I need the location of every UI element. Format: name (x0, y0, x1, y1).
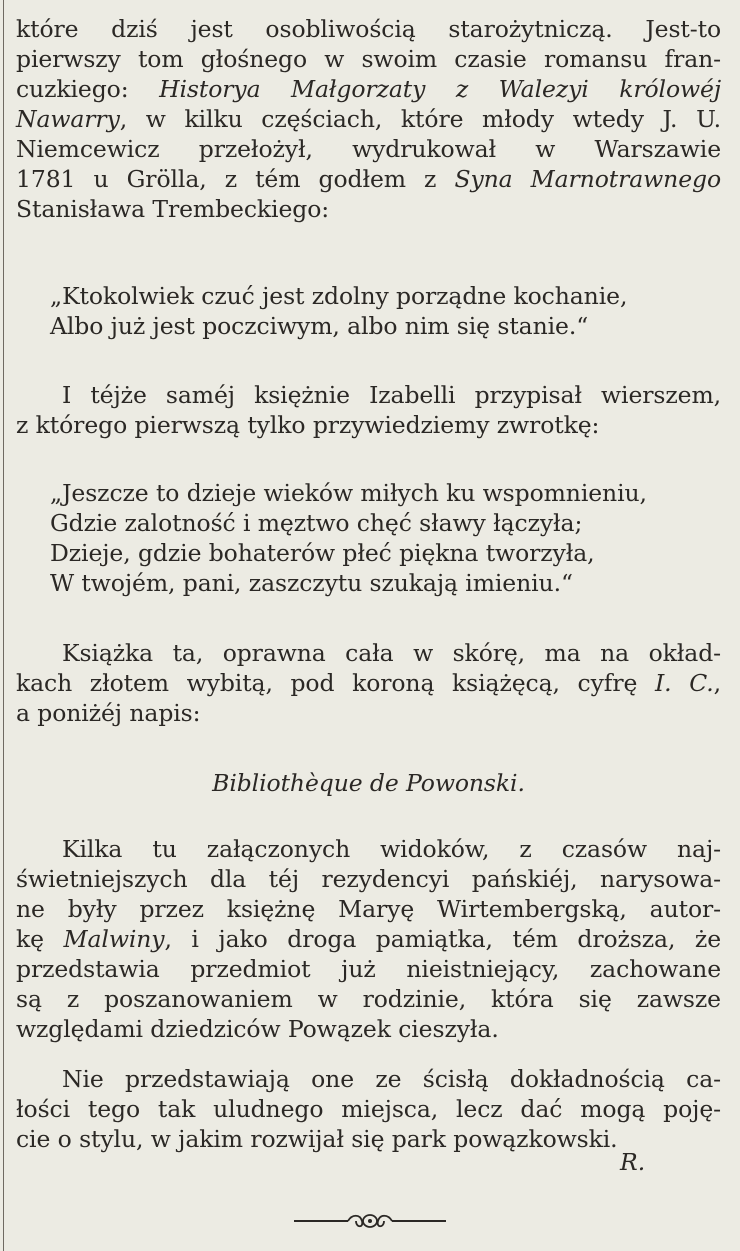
text-line: Książka ta, oprawna cała w skórę, ma na okład- (62, 639, 721, 667)
book-title-italic: Nawarry (16, 105, 120, 133)
text-run: kach złotem wybitą, pod koroną książęcą, cyfrę (16, 669, 655, 697)
text-line (16, 924, 721, 954)
text-line: są z poszanowaniem w rodzinie, która się zawsze (16, 985, 721, 1013)
verse-line: Albo już jest poczciwym, albo nim się stanie.“ (50, 312, 589, 340)
text-run: , (713, 669, 721, 697)
text-line: ne były przez księżnę Maryę Wirtembergską, autor- (16, 895, 721, 923)
book-title-italic: Historya Małgorzaty z Walezyi królowéj (159, 75, 722, 103)
verse-line: Gdzie zalotność i męztwo chęć sławy łączyła; (50, 509, 583, 537)
text-line: względami dziedziców Powązek cieszyła. (16, 1015, 499, 1043)
work-title-italic: Malwiny (63, 925, 165, 953)
text-line: Niemcewicz przełożył, wydrukował w Warszawie (16, 135, 721, 163)
text-line: przedstawia przedmiot już nieistniejący, zachowane (16, 955, 721, 983)
text-line: z którego pierwszą tylko przywiedziemy zwrotkę: (16, 411, 600, 439)
inscription: Bibliothèque de Powonski. (212, 769, 525, 797)
text-line: I téjże saméj księżnie Izabelli przypisał wierszem, (62, 381, 721, 409)
text-line (16, 104, 721, 134)
text-line: cie o stylu, w jakim rozwijał się park powązkowski. (16, 1125, 618, 1153)
text-line: a poniżéj napis: (16, 699, 201, 727)
text-line: Stanisława Trembeckiego: (16, 195, 330, 223)
verse-quote-1 (16, 281, 721, 341)
text-line (16, 74, 721, 104)
paragraph-dedication (16, 380, 721, 440)
text-line: łości tego tak uludnego miejsca, lecz dać mogą poję- (16, 1095, 721, 1123)
text-line: świetniejszych dla téj rezydencyi pańskiéj, narysowa- (16, 865, 721, 893)
text-line: które dziś jest osobliwością starożytniczą. Jest-to (16, 15, 721, 43)
text-run: 1781 u Grölla, z tém godłem z (16, 165, 455, 193)
verse-line: Dzieje, gdzie bohaterów płeć piękna tworzyła, (50, 539, 595, 567)
text-run: kę (16, 925, 64, 953)
paragraph-intro (16, 14, 721, 224)
paragraph-views (16, 834, 721, 1044)
page-edge-rule (3, 0, 4, 1251)
paragraph-binding (16, 638, 721, 728)
verse-quote-2 (16, 478, 721, 598)
text-line (16, 668, 721, 698)
author-signature: R. (620, 1148, 646, 1176)
verse-line: „Ktokolwiek czuć jest zdolny porządne kochanie, (50, 282, 628, 310)
text-line: pierwszy tom głośnego w swoim czasie romansu fran- (16, 45, 721, 73)
tailpiece-ornament-icon (290, 1208, 450, 1234)
text-line: Nie przedstawiają one ze ścisłą dokładnością ca- (62, 1065, 721, 1093)
work-title-italic: Syna Marnotrawnego (454, 165, 721, 193)
text-run: cuzkiego: (16, 75, 160, 103)
text-run: , w kilku częściach, które młody wtedy J. U. (119, 105, 721, 133)
verse-line: „Jeszcze to dzieje wieków miłych ku wspomnieniu, (50, 479, 647, 507)
text-run: , i jako droga pamiątka, tém droższa, że (164, 925, 721, 953)
text-line (16, 164, 721, 194)
monogram-italic: I. C. (655, 669, 714, 697)
verse-line: W twojém, pani, zaszczytu szukają imieniu.“ (50, 569, 573, 597)
paragraph-closing (16, 1064, 721, 1154)
text-line: Kilka tu załączonych widoków, z czasów naj- (62, 835, 721, 863)
